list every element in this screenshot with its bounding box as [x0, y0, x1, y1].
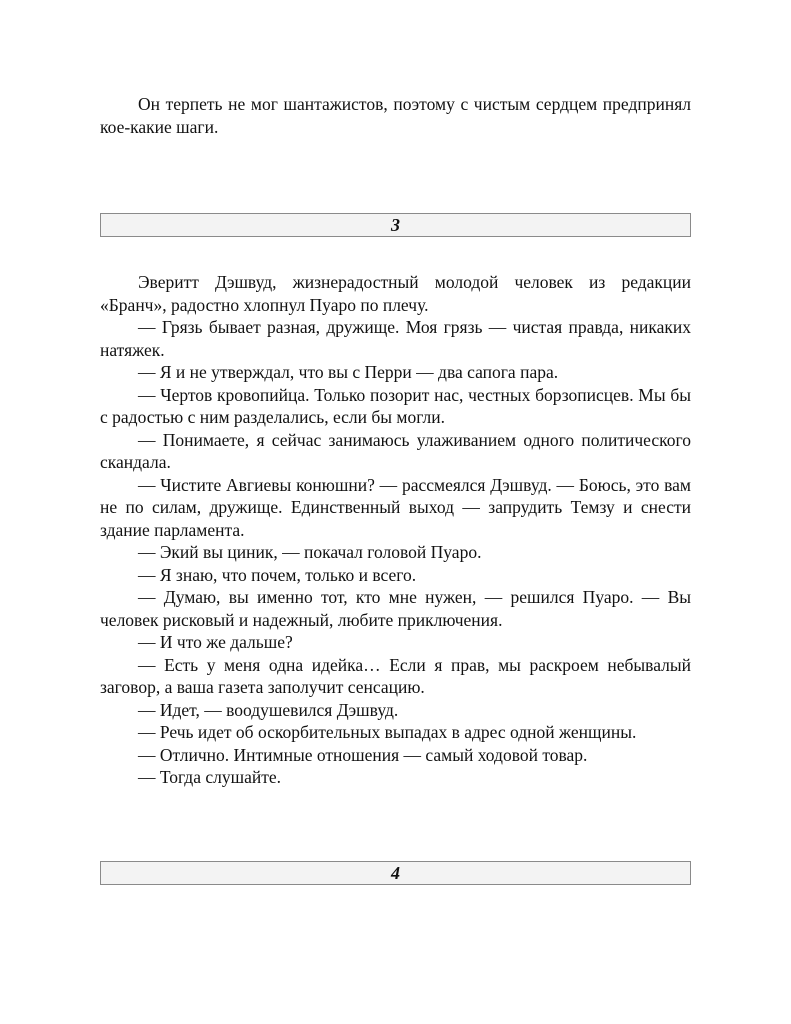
paragraph: — Идет, — воодушевился Дэшвуд.	[138, 699, 399, 720]
chapter-number: 4	[391, 863, 400, 883]
paragraph: Эверитт Дэшвуд, жизнерадостный молодой человек из редакции «Бранч», радостно хлопнул Пуаро по плечу.	[100, 272, 691, 315]
paragraph: — Речь идет об оскорбительных выпадах в адрес одной женщины.	[138, 722, 637, 742]
chapter-number: 3	[391, 215, 400, 235]
paragraph: — И что же дальше?	[138, 632, 293, 652]
paragraph: — Чистите Авгиевы конюшни? — рассмеялся Дэшвуд. — Боюсь, это вам не по силам, дружище. Единственный выход — запрудить Темзу и снести здание парламента.	[100, 474, 691, 540]
chapter-heading-4	[100, 861, 691, 885]
paragraph: — Я и не утверждал, что вы с Перри — два сапога пара.	[138, 362, 559, 382]
paragraph: — Грязь бывает разная, дружище. Моя грязь — чистая правда, никаких натяжек.	[100, 317, 691, 360]
paragraph: — Экий вы циник, — покачал головой Пуаро.	[138, 542, 482, 562]
paragraph: Он терпеть не мог шантажистов, поэтому с чистым сердцем предпринял кое-какие шаги.	[100, 94, 691, 137]
chapter-heading-3	[100, 213, 691, 237]
paragraph: — Отлично. Интимные отношения — самый ходовой товар.	[138, 744, 588, 765]
paragraph: — Я знаю, что почем, только и всего.	[138, 564, 417, 585]
intro-text	[100, 93, 691, 138]
paragraph: — Чертов кровопийца. Только позорит нас, честных борзописцев. Мы бы с радостью с ним разделались, если бы могли.	[100, 384, 691, 427]
paragraph: — Тогда слушайте.	[138, 767, 281, 787]
paragraph: — Думаю, вы именно тот, кто мне нужен, — решился Пуаро. — Вы человек рисковый и надежный, любите приключения.	[100, 587, 691, 630]
paragraph: — Понимаете, я сейчас занимаюсь улаживанием одного политического скандала.	[100, 429, 691, 472]
chapter-3-text	[100, 271, 691, 789]
paragraph: — Есть у меня одна идейка… Если я прав, мы раскроем небывалый заговор, а ваша газета заполучит сенсацию.	[100, 654, 691, 697]
